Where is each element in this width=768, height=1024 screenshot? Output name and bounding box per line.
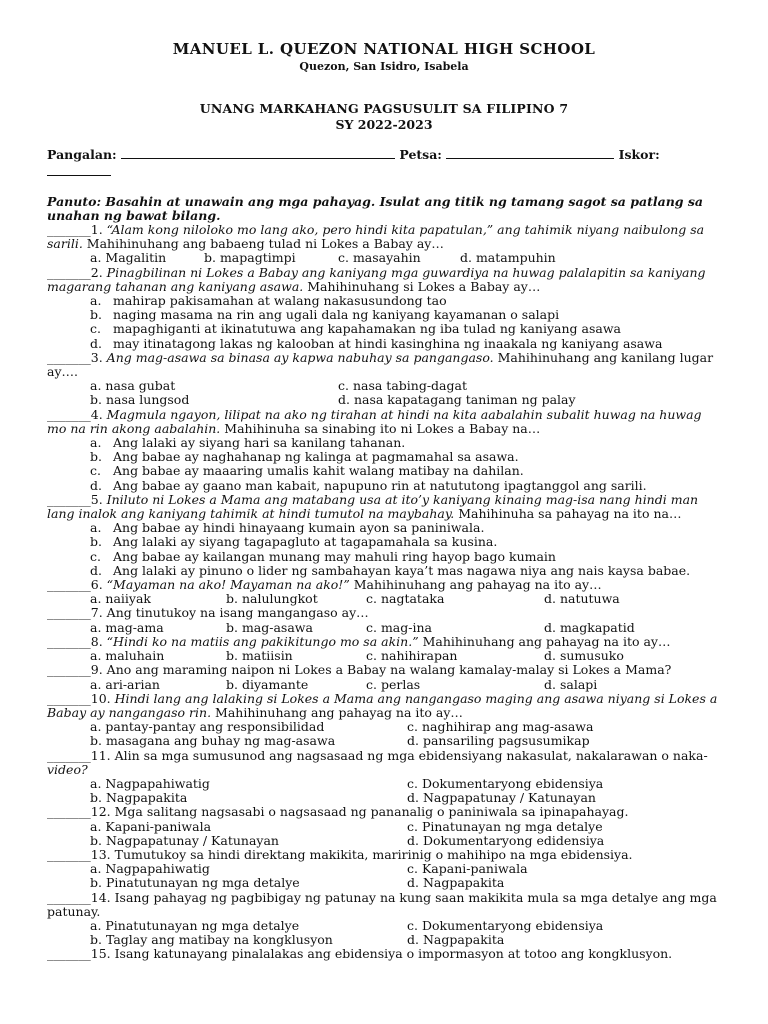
choice-b: b. nalulungkot bbox=[226, 591, 318, 607]
question-5 bbox=[47, 493, 721, 521]
directions: Panuto: Basahin at unawain ang mga pahayag. Isulat ang titik ng tamang sagot sa patlang sa unahan ng bawat bilang. bbox=[47, 194, 704, 223]
choice-c: c. naghihirap ang mag-asawa bbox=[407, 719, 594, 735]
answer-blank[interactable]: _______ bbox=[47, 690, 91, 706]
choice-d: d. magkapatid bbox=[544, 619, 635, 635]
choices-11-row1 bbox=[47, 777, 721, 791]
choices-6 bbox=[47, 592, 721, 606]
question-text: Ano ang maraming naipon ni Lokes a Babay na walang kamalay-malay si Lokes a Mama? bbox=[102, 662, 672, 678]
question-text: Mahihinuha sa sinabing ito ni Lokes a Babay na… bbox=[220, 420, 541, 436]
question-number: 1. bbox=[90, 222, 103, 237]
choice-d: d. pansariling pagsusumikap bbox=[407, 733, 590, 749]
question-number: 10. bbox=[90, 690, 111, 706]
question-9 bbox=[47, 663, 721, 677]
answer-blank[interactable]: _______ bbox=[47, 577, 91, 593]
answer-blank[interactable]: _______ bbox=[47, 349, 91, 365]
school-year: SY 2022-2023 bbox=[335, 117, 433, 132]
question-text: Mahihinuha sa pahayag na ito na… bbox=[454, 506, 682, 522]
choice-b: b. matiisin bbox=[226, 648, 293, 664]
choices-10-row2 bbox=[47, 734, 721, 748]
answer-blank[interactable]: _______ bbox=[47, 605, 91, 621]
question-quote: “Alam kong niloloko mo lang ako, pero hindi kita papatulan,” ang tahimik niyang naibulong sa sarili. bbox=[47, 222, 705, 252]
choice-c: c. masayahin bbox=[338, 250, 421, 266]
choices-12-row2 bbox=[47, 834, 721, 848]
exam-title: UNANG MARKAHANG PAGSUSULIT SA FILIPINO 7 bbox=[199, 101, 569, 116]
question-8 bbox=[47, 635, 721, 649]
choice-b: b. Pinatutunayan ng mga detalye bbox=[90, 875, 300, 891]
question-number: 14. bbox=[90, 889, 111, 905]
answer-blank[interactable]: _______ bbox=[47, 846, 91, 862]
choice-a: a. ari-arian bbox=[90, 676, 160, 692]
choice-c: c. mag-ina bbox=[366, 619, 432, 635]
choices-13-row2 bbox=[47, 876, 721, 890]
choice-d: d. may itinatagong lakas ng kalooban at hindi kasinghina ng inaakala ng kaniyang asawa bbox=[90, 335, 663, 351]
question-number: 3. bbox=[90, 349, 103, 365]
choices-11-row2 bbox=[47, 791, 721, 805]
choice-b: b. naging masama na rin ang ugali dala ng kaniyang kayamanan o salapi bbox=[90, 307, 560, 323]
answer-blank[interactable]: _______ bbox=[47, 491, 91, 507]
choices-7 bbox=[47, 621, 721, 635]
choice-d: d. natutuwa bbox=[544, 591, 620, 607]
choices-4 bbox=[47, 436, 721, 493]
question-3 bbox=[47, 351, 721, 379]
question-quote: “Hindi ko na matiis ang pakikitungo mo sa akin.” bbox=[106, 633, 419, 649]
choice-c: c. nagtataka bbox=[366, 591, 445, 607]
choice-b: b. masagana ang buhay ng mag-asawa bbox=[90, 733, 336, 749]
question-quote: Hindi lang ang lalaking si Lokes a Mama ang nangangaso maging ang asawa niyang si Lokes a Babay ay nangangaso rin. bbox=[47, 690, 718, 720]
question-number: 11. bbox=[90, 747, 111, 763]
choice-b: b. Nagpapatunay / Katunayan bbox=[90, 832, 279, 848]
choice-d: d. Nagpapatunay / Katunayan bbox=[407, 790, 596, 806]
choice-d: d. Ang babae ay gaano man kabait, napupuno rin at natututong ipagtanggol ang sarili. bbox=[90, 477, 647, 493]
name-label: Pangalan: bbox=[47, 147, 117, 162]
question-7 bbox=[47, 606, 721, 620]
choices-14-row2 bbox=[47, 933, 721, 947]
choice-c: c. Ang babae ay kailangan munang may mahuli ring hayop bago kumain bbox=[90, 548, 556, 564]
choice-b: b. mag-asawa bbox=[226, 619, 313, 635]
question-number: 2. bbox=[90, 264, 103, 280]
choice-d: d. matampuhin bbox=[460, 250, 556, 266]
question-6 bbox=[47, 578, 721, 592]
choice-a: a. Nagpapahiwatig bbox=[90, 775, 210, 791]
question-11 bbox=[47, 749, 721, 777]
question-13 bbox=[47, 848, 721, 862]
question-italic-tail: video? bbox=[47, 761, 88, 777]
question-text: Isang pahayag ng pagbibigay ng patunay na kung saan makikita mula sa mga detalye ang mga patunay. bbox=[47, 889, 717, 919]
choice-b: b. Ang lalaki ay siyang tagapagluto at tagapamahala sa kusina. bbox=[90, 534, 498, 550]
question-quote: Ang mag-asawa sa binasa ay kapwa nabuhay sa pangangaso. bbox=[106, 349, 494, 365]
school-name: MANUEL L. QUEZON NATIONAL HIGH SCHOOL bbox=[172, 40, 596, 58]
choice-b: b. nasa lungsod bbox=[90, 392, 190, 408]
choices-12-row1 bbox=[47, 820, 721, 834]
choice-c: c. Pinatunayan ng mga detalye bbox=[407, 818, 603, 834]
question-quote: Iniluto ni Lokes a Mama ang matabang usa at ito’y kaniyang kinaing mag-isa nang hindi man lang inalok ang kaniyang tahimik at hindi tumutol na maybahay. bbox=[47, 491, 699, 522]
question-quote: “Mayaman na ako! Mayaman na ako!” bbox=[106, 577, 350, 593]
question-10 bbox=[47, 692, 721, 720]
question-text: Mga salitang nagsasabi o nagsasaad ng pananalig o paniniwala sa ipinapahayag. bbox=[110, 804, 629, 820]
choice-b: b. Taglay ang matibay na kongklusyon bbox=[90, 932, 333, 948]
question-text: Mahihinuhang ang pahayag na ito ay… bbox=[418, 633, 671, 649]
choice-a: a. pantay-pantay ang responsibilidad bbox=[90, 719, 325, 735]
choice-c: c. nahihirapan bbox=[366, 648, 458, 664]
choices-14-row1 bbox=[47, 919, 721, 933]
choice-a: a. Nagpapahiwatig bbox=[90, 861, 210, 877]
choice-c: c. Kapani-paniwala bbox=[407, 861, 528, 877]
question-text: Ang tinutukoy na isang mangangaso ay… bbox=[102, 605, 369, 621]
score-field[interactable] bbox=[47, 163, 111, 176]
question-12 bbox=[47, 805, 721, 819]
choice-a: a. nasa gubat bbox=[90, 378, 176, 394]
question-number: 8. bbox=[90, 633, 103, 649]
question-text: Alin sa mga sumusunod ang nagsasaad ng mga ebidensiyang nakasulat, nakalarawan o naka- bbox=[110, 747, 708, 763]
choice-d: d. nasa kapatagang taniman ng palay bbox=[338, 392, 576, 408]
choice-d: d. Dokumentaryong edidensiya bbox=[407, 832, 605, 848]
answer-blank[interactable]: _______ bbox=[47, 406, 91, 422]
choice-d: d. salapi bbox=[544, 676, 598, 692]
choices-10-row1 bbox=[47, 720, 721, 734]
question-1 bbox=[47, 223, 721, 251]
choice-c: c. Ang babae ay maaaring umalis kahit walang matibay na dahilan. bbox=[90, 463, 524, 479]
choice-a: a. mahirap pakisamahan at walang nakasusundong tao bbox=[90, 293, 447, 309]
choices-1 bbox=[47, 251, 721, 265]
choice-a: a. Ang lalaki ay siyang hari sa kanilang tahanan. bbox=[90, 435, 406, 451]
choices-3-row1 bbox=[47, 379, 721, 393]
school-address: Quezon, San Isidro, Isabela bbox=[299, 60, 469, 73]
question-14 bbox=[47, 891, 721, 919]
question-text: Isang katunayang pinalalakas ang ebidensiya o impormasyon at totoo ang kongklusyon. bbox=[110, 946, 673, 962]
date-field[interactable] bbox=[446, 146, 614, 159]
choice-b: b. Ang babae ay naghahanap ng kalinga at pagmamahal sa asawa. bbox=[90, 449, 519, 465]
score-label: Iskor: bbox=[618, 147, 660, 162]
choices-8 bbox=[47, 649, 721, 663]
answer-blank[interactable]: _______ bbox=[47, 662, 91, 678]
question-quote: Magmula ngayon, lilipat na ako ng tirahan at hindi na kita aabalahin subalit huwag na huwag mo na rin akong aabalahin. bbox=[47, 406, 702, 436]
choice-d: d. sumusuko bbox=[544, 648, 624, 664]
choices-2 bbox=[47, 294, 721, 351]
choice-d: d. Ang lalaki ay pinuno o lider ng sambahayan kaya’t mas nagawa niya ang nais kaysa babae. bbox=[90, 562, 691, 578]
question-text: Tumutukoy sa hindi direktang makikita, maririnig o mahihipo na mga ebidensiya. bbox=[110, 846, 633, 862]
question-4 bbox=[47, 408, 721, 436]
question-text: Mahihinuhang ang pahayag na ito ay… bbox=[211, 704, 463, 720]
answer-blank[interactable]: _______ bbox=[47, 804, 91, 820]
choices-13-row1 bbox=[47, 862, 721, 876]
question-number: 13. bbox=[90, 846, 111, 862]
question-number: 9. bbox=[90, 662, 103, 678]
choice-a: a. naiiyak bbox=[90, 591, 151, 607]
choice-d: d. Nagpapakita bbox=[407, 932, 505, 948]
question-number: 12. bbox=[90, 804, 111, 820]
question-number: 7. bbox=[90, 605, 103, 621]
choice-c: c. Dokumentaryong ebidensiya bbox=[407, 917, 604, 933]
choice-a: a. Pinatutunayan ng mga detalye bbox=[90, 917, 300, 933]
choice-c: c. Dokumentaryong ebidensiya bbox=[407, 775, 604, 791]
question-text: Mahihinuhang si Lokes a Babay ay… bbox=[303, 278, 541, 294]
choice-a: a. Magalitin bbox=[90, 250, 167, 266]
answer-blank[interactable]: _______ bbox=[47, 264, 91, 280]
answer-blank[interactable]: _______ bbox=[47, 889, 91, 905]
question-quote: Pinagbilinan ni Lokes a Babay ang kaniyang mga guwardiya na huwag palalapitin sa kaniyang magarang tahanan ang kaniyang asawa. bbox=[47, 264, 706, 294]
choice-a: a. mag-ama bbox=[90, 619, 164, 635]
question-text: Mahihinuhang ang babaeng tulad ni Lokes a Babay ay… bbox=[82, 236, 444, 252]
question-2 bbox=[47, 266, 721, 294]
choice-a: a. Ang babae ay hindi hinayaang kumain ayon sa paniniwala. bbox=[90, 520, 485, 536]
choice-b: b. Nagpapakita bbox=[90, 790, 188, 806]
choices-3-row2 bbox=[47, 393, 721, 407]
choice-b: b. mapagtimpi bbox=[204, 250, 296, 266]
question-number: 6. bbox=[90, 577, 103, 593]
choices-9 bbox=[47, 678, 721, 692]
question-number: 15. bbox=[90, 946, 111, 962]
choice-a: a. maluhain bbox=[90, 648, 165, 664]
choice-c: c. perlas bbox=[366, 676, 421, 692]
answer-blank[interactable]: _______ bbox=[47, 222, 91, 237]
choice-b: b. diyamante bbox=[226, 676, 309, 692]
question-text: Mahihinuhang ang pahayag na ito ay… bbox=[349, 577, 602, 593]
student-info-line bbox=[47, 146, 721, 180]
question-15 bbox=[47, 947, 721, 961]
choice-d: d. Nagpapakita bbox=[407, 875, 505, 891]
choice-a: a. Kapani-paniwala bbox=[90, 818, 212, 834]
question-number: 4. bbox=[90, 406, 103, 422]
choice-c: c. mapaghiganti at ikinatutuwa ang kapahamakan ng iba tulad ng kaniyang asawa bbox=[90, 321, 621, 337]
answer-blank[interactable]: _______ bbox=[47, 633, 91, 649]
date-label: Petsa: bbox=[399, 147, 442, 162]
question-number: 5. bbox=[90, 491, 103, 507]
question-text: Mahihinuhang ang kanilang lugar ay…. bbox=[47, 349, 714, 380]
choices-5 bbox=[47, 521, 721, 578]
choice-c: c. nasa tabing-dagat bbox=[338, 378, 467, 394]
answer-blank[interactable]: _______ bbox=[47, 946, 91, 962]
name-field[interactable] bbox=[121, 146, 395, 159]
answer-blank[interactable]: _______ bbox=[47, 747, 91, 763]
